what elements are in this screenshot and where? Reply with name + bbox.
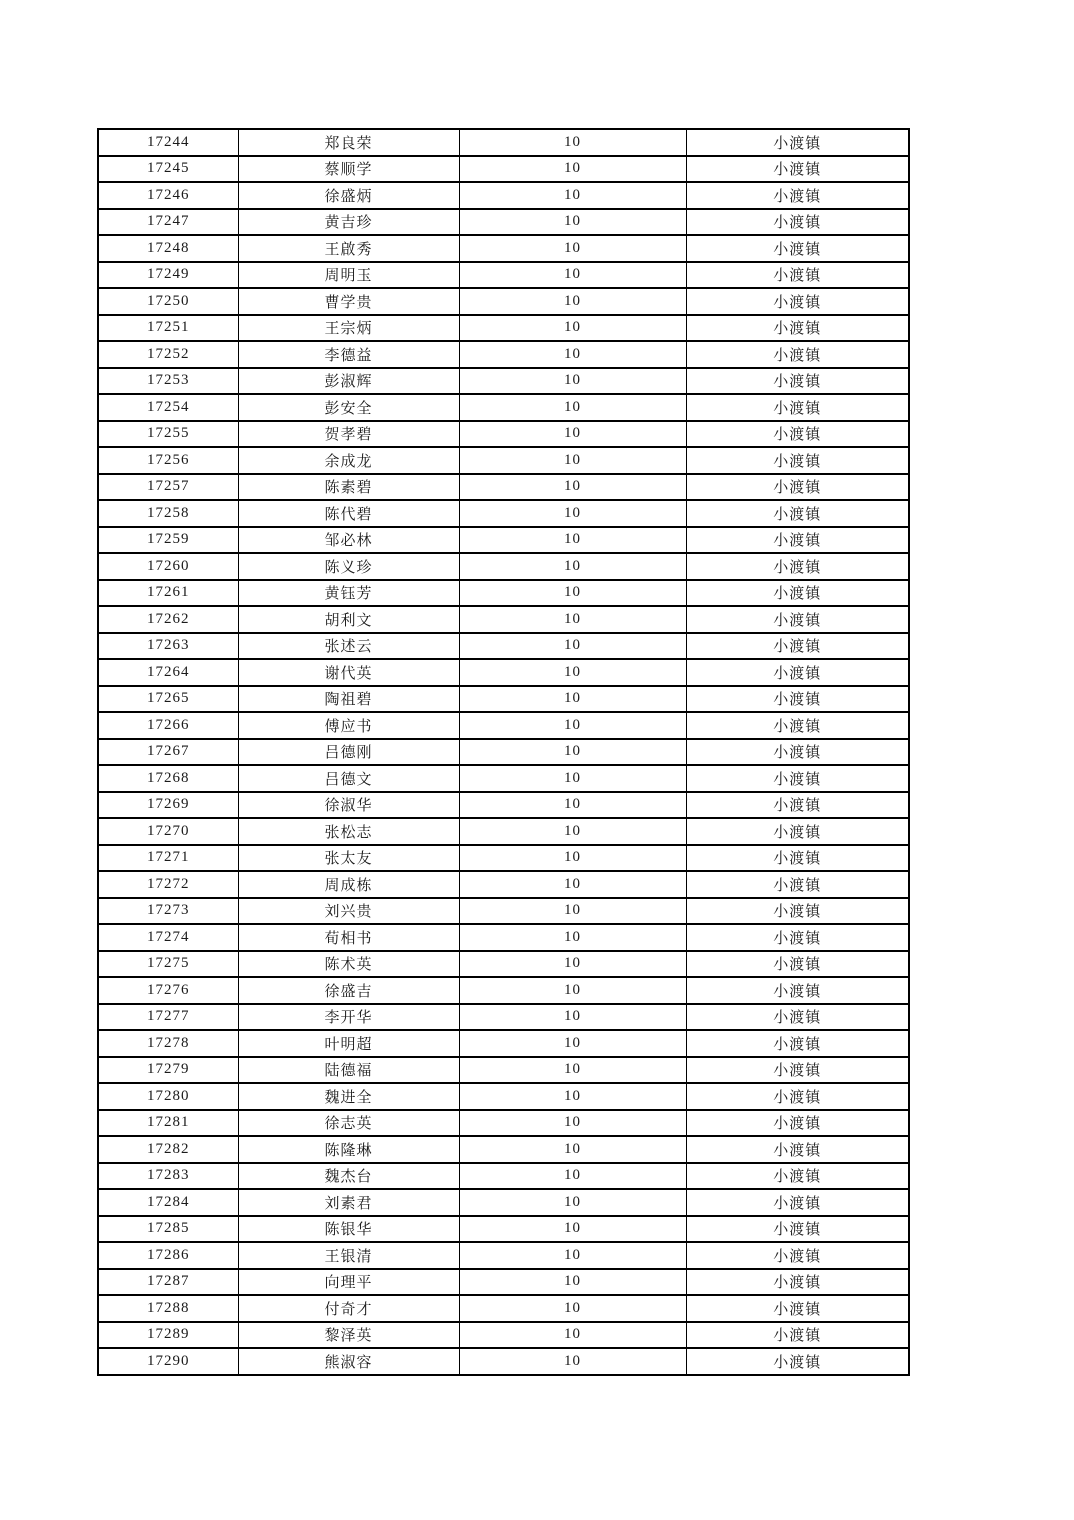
row-serial-cell: 17247 <box>98 209 238 236</box>
row-serial-cell: 17264 <box>98 659 238 686</box>
row-town-cell: 小渡镇 <box>686 1189 909 1216</box>
row-name-cell: 李德益 <box>238 341 459 368</box>
row-town-cell: 小渡镇 <box>686 553 909 580</box>
row-amount-cell: 10 <box>459 1269 686 1296</box>
row-name-cell: 曹学贵 <box>238 288 459 315</box>
row-amount-cell: 10 <box>459 1189 686 1216</box>
table-row <box>98 1269 909 1296</box>
row-town-cell: 小渡镇 <box>686 474 909 501</box>
row-amount-cell: 10 <box>459 818 686 845</box>
row-serial-cell: 17256 <box>98 447 238 474</box>
row-town-cell: 小渡镇 <box>686 209 909 236</box>
row-serial-cell: 17252 <box>98 341 238 368</box>
table-row <box>98 394 909 421</box>
table-row <box>98 1216 909 1243</box>
row-amount-cell: 10 <box>459 1030 686 1057</box>
row-name-cell: 魏杰台 <box>238 1163 459 1190</box>
row-serial-cell: 17269 <box>98 792 238 819</box>
row-serial-cell: 17268 <box>98 765 238 792</box>
row-amount-cell: 10 <box>459 898 686 925</box>
table-row <box>98 1322 909 1349</box>
row-amount-cell: 10 <box>459 315 686 342</box>
table-row <box>98 977 909 1004</box>
row-serial-cell: 17254 <box>98 394 238 421</box>
row-serial-cell: 17281 <box>98 1110 238 1137</box>
row-town-cell: 小渡镇 <box>686 1030 909 1057</box>
row-town-cell: 小渡镇 <box>686 421 909 448</box>
row-amount-cell: 10 <box>459 129 686 156</box>
row-serial-cell: 17287 <box>98 1269 238 1296</box>
row-serial-cell: 17267 <box>98 739 238 766</box>
row-town-cell: 小渡镇 <box>686 845 909 872</box>
row-town-cell: 小渡镇 <box>686 1216 909 1243</box>
row-serial-cell: 17246 <box>98 182 238 209</box>
row-name-cell: 陈银华 <box>238 1216 459 1243</box>
table-row <box>98 421 909 448</box>
row-name-cell: 周明玉 <box>238 262 459 289</box>
row-amount-cell: 10 <box>459 474 686 501</box>
row-serial-cell: 17248 <box>98 235 238 262</box>
row-amount-cell: 10 <box>459 1057 686 1084</box>
table-row <box>98 845 909 872</box>
table-row <box>98 924 909 951</box>
row-name-cell: 黄吉珍 <box>238 209 459 236</box>
row-town-cell: 小渡镇 <box>686 765 909 792</box>
row-serial-cell: 17283 <box>98 1163 238 1190</box>
table-row <box>98 368 909 395</box>
row-serial-cell: 17253 <box>98 368 238 395</box>
row-amount-cell: 10 <box>459 739 686 766</box>
row-amount-cell: 10 <box>459 686 686 713</box>
row-amount-cell: 10 <box>459 288 686 315</box>
row-town-cell: 小渡镇 <box>686 1322 909 1349</box>
row-name-cell: 魏进全 <box>238 1083 459 1110</box>
row-name-cell: 陈隆琳 <box>238 1136 459 1163</box>
row-name-cell: 付奇才 <box>238 1295 459 1322</box>
row-town-cell: 小渡镇 <box>686 1110 909 1137</box>
row-town-cell: 小渡镇 <box>686 182 909 209</box>
row-amount-cell: 10 <box>459 1295 686 1322</box>
row-town-cell: 小渡镇 <box>686 262 909 289</box>
row-amount-cell: 10 <box>459 1136 686 1163</box>
row-town-cell: 小渡镇 <box>686 633 909 660</box>
table-row <box>98 262 909 289</box>
row-town-cell: 小渡镇 <box>686 871 909 898</box>
row-amount-cell: 10 <box>459 553 686 580</box>
row-serial-cell: 17257 <box>98 474 238 501</box>
row-town-cell: 小渡镇 <box>686 1269 909 1296</box>
row-amount-cell: 10 <box>459 182 686 209</box>
row-serial-cell: 17249 <box>98 262 238 289</box>
row-name-cell: 刘素君 <box>238 1189 459 1216</box>
row-name-cell: 吕德刚 <box>238 739 459 766</box>
row-name-cell: 傅应书 <box>238 712 459 739</box>
row-serial-cell: 17262 <box>98 606 238 633</box>
row-amount-cell: 10 <box>459 606 686 633</box>
row-serial-cell: 17271 <box>98 845 238 872</box>
table-row <box>98 156 909 183</box>
table-row <box>98 315 909 342</box>
row-name-cell: 陶祖碧 <box>238 686 459 713</box>
row-serial-cell: 17250 <box>98 288 238 315</box>
row-town-cell: 小渡镇 <box>686 686 909 713</box>
row-amount-cell: 10 <box>459 659 686 686</box>
table-row <box>98 1295 909 1322</box>
row-amount-cell: 10 <box>459 1216 686 1243</box>
table-row <box>98 1163 909 1190</box>
row-amount-cell: 10 <box>459 235 686 262</box>
table-row <box>98 712 909 739</box>
row-name-cell: 彭淑辉 <box>238 368 459 395</box>
row-serial-cell: 17265 <box>98 686 238 713</box>
table-row <box>98 898 909 925</box>
row-town-cell: 小渡镇 <box>686 1348 909 1375</box>
row-amount-cell: 10 <box>459 1322 686 1349</box>
row-serial-cell: 17286 <box>98 1242 238 1269</box>
table-row <box>98 765 909 792</box>
row-serial-cell: 17270 <box>98 818 238 845</box>
table-row <box>98 659 909 686</box>
table-row <box>98 209 909 236</box>
row-town-cell: 小渡镇 <box>686 1242 909 1269</box>
table-row <box>98 474 909 501</box>
table-row <box>98 1136 909 1163</box>
row-amount-cell: 10 <box>459 447 686 474</box>
row-amount-cell: 10 <box>459 924 686 951</box>
table-row <box>98 792 909 819</box>
row-name-cell: 陈素碧 <box>238 474 459 501</box>
row-serial-cell: 17289 <box>98 1322 238 1349</box>
row-amount-cell: 10 <box>459 1163 686 1190</box>
row-amount-cell: 10 <box>459 1348 686 1375</box>
row-amount-cell: 10 <box>459 951 686 978</box>
row-town-cell: 小渡镇 <box>686 659 909 686</box>
row-name-cell: 张松志 <box>238 818 459 845</box>
table-row <box>98 818 909 845</box>
row-amount-cell: 10 <box>459 262 686 289</box>
row-name-cell: 黎泽英 <box>238 1322 459 1349</box>
row-name-cell: 荀相书 <box>238 924 459 951</box>
table-row <box>98 500 909 527</box>
row-amount-cell: 10 <box>459 765 686 792</box>
row-town-cell: 小渡镇 <box>686 712 909 739</box>
row-town-cell: 小渡镇 <box>686 156 909 183</box>
row-name-cell: 蔡顺学 <box>238 156 459 183</box>
row-town-cell: 小渡镇 <box>686 235 909 262</box>
row-name-cell: 余成龙 <box>238 447 459 474</box>
row-serial-cell: 17276 <box>98 977 238 1004</box>
row-serial-cell: 17273 <box>98 898 238 925</box>
row-town-cell: 小渡镇 <box>686 527 909 554</box>
row-name-cell: 张述云 <box>238 633 459 660</box>
row-serial-cell: 17288 <box>98 1295 238 1322</box>
row-name-cell: 王银清 <box>238 1242 459 1269</box>
row-town-cell: 小渡镇 <box>686 739 909 766</box>
table-row <box>98 951 909 978</box>
row-serial-cell: 17279 <box>98 1057 238 1084</box>
row-name-cell: 徐盛吉 <box>238 977 459 1004</box>
row-name-cell: 向理平 <box>238 1269 459 1296</box>
row-serial-cell: 17260 <box>98 553 238 580</box>
row-town-cell: 小渡镇 <box>686 924 909 951</box>
row-town-cell: 小渡镇 <box>686 315 909 342</box>
records-table-body <box>98 129 909 1375</box>
records-table <box>97 128 910 1376</box>
row-name-cell: 邹必林 <box>238 527 459 554</box>
row-serial-cell: 17282 <box>98 1136 238 1163</box>
table-row <box>98 686 909 713</box>
row-name-cell: 黄钰芳 <box>238 580 459 607</box>
row-name-cell: 吕德文 <box>238 765 459 792</box>
row-serial-cell: 17261 <box>98 580 238 607</box>
table-row <box>98 235 909 262</box>
row-amount-cell: 10 <box>459 421 686 448</box>
row-name-cell: 徐淑华 <box>238 792 459 819</box>
row-town-cell: 小渡镇 <box>686 898 909 925</box>
table-row <box>98 1083 909 1110</box>
table-row <box>98 553 909 580</box>
row-serial-cell: 17290 <box>98 1348 238 1375</box>
row-amount-cell: 10 <box>459 792 686 819</box>
row-amount-cell: 10 <box>459 1110 686 1137</box>
row-amount-cell: 10 <box>459 712 686 739</box>
row-name-cell: 陈代碧 <box>238 500 459 527</box>
row-town-cell: 小渡镇 <box>686 1163 909 1190</box>
row-serial-cell: 17255 <box>98 421 238 448</box>
row-town-cell: 小渡镇 <box>686 368 909 395</box>
row-name-cell: 陆德福 <box>238 1057 459 1084</box>
row-name-cell: 熊淑容 <box>238 1348 459 1375</box>
row-town-cell: 小渡镇 <box>686 977 909 1004</box>
row-serial-cell: 17245 <box>98 156 238 183</box>
row-town-cell: 小渡镇 <box>686 341 909 368</box>
row-name-cell: 王宗炳 <box>238 315 459 342</box>
records-table-container <box>97 128 910 1376</box>
row-name-cell: 陈义珍 <box>238 553 459 580</box>
table-row <box>98 1030 909 1057</box>
row-name-cell: 陈术英 <box>238 951 459 978</box>
row-name-cell: 李开华 <box>238 1004 459 1031</box>
row-serial-cell: 17266 <box>98 712 238 739</box>
row-serial-cell: 17278 <box>98 1030 238 1057</box>
row-serial-cell: 17244 <box>98 129 238 156</box>
row-amount-cell: 10 <box>459 500 686 527</box>
row-town-cell: 小渡镇 <box>686 580 909 607</box>
row-town-cell: 小渡镇 <box>686 951 909 978</box>
row-amount-cell: 10 <box>459 845 686 872</box>
row-name-cell: 徐志英 <box>238 1110 459 1137</box>
table-row <box>98 341 909 368</box>
row-town-cell: 小渡镇 <box>686 606 909 633</box>
row-serial-cell: 17263 <box>98 633 238 660</box>
row-name-cell: 徐盛炳 <box>238 182 459 209</box>
table-row <box>98 288 909 315</box>
table-row <box>98 1004 909 1031</box>
table-row <box>98 1110 909 1137</box>
row-amount-cell: 10 <box>459 871 686 898</box>
row-serial-cell: 17258 <box>98 500 238 527</box>
row-name-cell: 郑良荣 <box>238 129 459 156</box>
row-serial-cell: 17285 <box>98 1216 238 1243</box>
row-name-cell: 彭安全 <box>238 394 459 421</box>
row-town-cell: 小渡镇 <box>686 1083 909 1110</box>
row-town-cell: 小渡镇 <box>686 818 909 845</box>
row-amount-cell: 10 <box>459 527 686 554</box>
table-row <box>98 739 909 766</box>
row-serial-cell: 17251 <box>98 315 238 342</box>
row-town-cell: 小渡镇 <box>686 500 909 527</box>
row-serial-cell: 17272 <box>98 871 238 898</box>
row-town-cell: 小渡镇 <box>686 1295 909 1322</box>
row-town-cell: 小渡镇 <box>686 394 909 421</box>
table-row <box>98 129 909 156</box>
table-row <box>98 1348 909 1375</box>
table-row <box>98 1242 909 1269</box>
row-amount-cell: 10 <box>459 156 686 183</box>
row-name-cell: 张太友 <box>238 845 459 872</box>
table-row <box>98 580 909 607</box>
row-amount-cell: 10 <box>459 1004 686 1031</box>
row-name-cell: 谢代英 <box>238 659 459 686</box>
row-amount-cell: 10 <box>459 341 686 368</box>
row-town-cell: 小渡镇 <box>686 1136 909 1163</box>
table-row <box>98 871 909 898</box>
row-town-cell: 小渡镇 <box>686 288 909 315</box>
row-name-cell: 胡利文 <box>238 606 459 633</box>
table-row <box>98 1057 909 1084</box>
row-amount-cell: 10 <box>459 977 686 1004</box>
row-town-cell: 小渡镇 <box>686 129 909 156</box>
row-amount-cell: 10 <box>459 633 686 660</box>
table-row <box>98 527 909 554</box>
row-name-cell: 王啟秀 <box>238 235 459 262</box>
row-amount-cell: 10 <box>459 1083 686 1110</box>
row-serial-cell: 17274 <box>98 924 238 951</box>
row-serial-cell: 17275 <box>98 951 238 978</box>
row-amount-cell: 10 <box>459 368 686 395</box>
row-amount-cell: 10 <box>459 394 686 421</box>
row-amount-cell: 10 <box>459 1242 686 1269</box>
row-town-cell: 小渡镇 <box>686 1057 909 1084</box>
table-row <box>98 182 909 209</box>
row-town-cell: 小渡镇 <box>686 1004 909 1031</box>
table-row <box>98 1189 909 1216</box>
row-serial-cell: 17284 <box>98 1189 238 1216</box>
table-row <box>98 633 909 660</box>
row-town-cell: 小渡镇 <box>686 447 909 474</box>
row-name-cell: 刘兴贵 <box>238 898 459 925</box>
row-serial-cell: 17277 <box>98 1004 238 1031</box>
row-amount-cell: 10 <box>459 209 686 236</box>
table-row <box>98 447 909 474</box>
row-amount-cell: 10 <box>459 580 686 607</box>
table-row <box>98 606 909 633</box>
row-serial-cell: 17259 <box>98 527 238 554</box>
row-town-cell: 小渡镇 <box>686 792 909 819</box>
row-serial-cell: 17280 <box>98 1083 238 1110</box>
row-name-cell: 周成栋 <box>238 871 459 898</box>
row-name-cell: 贺孝碧 <box>238 421 459 448</box>
row-name-cell: 叶明超 <box>238 1030 459 1057</box>
